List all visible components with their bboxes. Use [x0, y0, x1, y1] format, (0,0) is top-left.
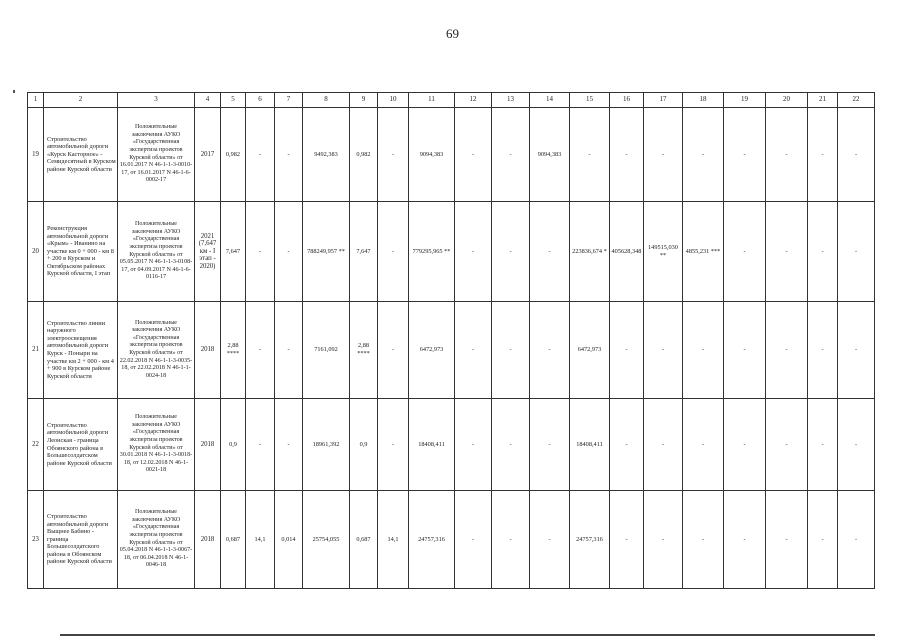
table-cell-col-9: 0,9: [350, 399, 378, 491]
table-cell-col-1: 19: [28, 108, 44, 202]
table-row: [28, 108, 875, 202]
table-row: [28, 491, 875, 589]
table-cell-col-19: -: [724, 108, 766, 202]
table-cell-col-22: -: [838, 202, 875, 302]
header-cell: 7: [275, 93, 303, 108]
table-cell-col-6: -: [246, 202, 275, 302]
table-row: [28, 202, 875, 302]
table-cell-col-8: 18961,392: [303, 399, 350, 491]
table-cell-col-7: -: [275, 202, 303, 302]
table-cell-col-1: 21: [28, 302, 44, 399]
table-cell-col-9: 2,88 ****: [350, 302, 378, 399]
table-cell-col-3: Положительные заключения АУКО «Государственная экспертиза проектов Курской области» от 30.01.2018 N 46-1-1-3-0018-18, от 12.02.2018 N 46-1-0021-18: [118, 399, 195, 491]
table-cell-col-2: Строительство линии наружного электроосвещения автомобильной дороги Курск - Поныри на участке км 2 + 000 - км 4 + 900 в Курском районе Курской области: [44, 302, 118, 399]
table-cell-col-10: -: [378, 202, 409, 302]
table-cell-col-18: -: [683, 491, 724, 589]
table-cell-col-2: Строительство автомобильной дороги Леонская - граница Обоянского района в Большесолдатском районе Курской области: [44, 399, 118, 491]
table-cell-col-21: -: [808, 302, 838, 399]
table-cell-col-13: -: [492, 202, 530, 302]
table-cell-col-2: Строительство автомобильной дороги Выщнее Бабино - граница Большесолдатского района в Обоянском районе Курской области: [44, 491, 118, 589]
table-cell-col-5: 0,9: [221, 399, 246, 491]
table-cell-col-1: 22: [28, 399, 44, 491]
table-cell-col-11: 18408,411: [409, 399, 455, 491]
table-cell-col-8: 788249,957 **: [303, 202, 350, 302]
table-cell-col-15: 6472,973: [570, 302, 610, 399]
table-cell-col-2: Строительство автомобильной дороги «Курск Касторное» - Семидесятный в Курском районе Курской области: [44, 108, 118, 202]
table-cell-col-17: -: [644, 399, 683, 491]
table-cell-col-6: 14,1: [246, 491, 275, 589]
table-cell-col-22: -: [838, 108, 875, 202]
header-cell: 13: [492, 93, 530, 108]
table-cell-col-22: -: [838, 302, 875, 399]
header-cell: 14: [530, 93, 570, 108]
table-cell-col-14: 9094,383: [530, 108, 570, 202]
table-cell-col-9: 0,687: [350, 491, 378, 589]
table-cell-col-16: -: [610, 491, 644, 589]
scan-border-line: [60, 634, 875, 636]
table-cell-col-21: -: [808, 491, 838, 589]
table-cell-col-22: -: [838, 491, 875, 589]
table-cell-col-19: -: [724, 302, 766, 399]
table-cell-col-6: -: [246, 108, 275, 202]
table-cell-col-18: 4855,231 ***: [683, 202, 724, 302]
table-cell-col-4: 2021 (7,647 км - I этап - 2020): [195, 202, 221, 302]
table-cell-col-6: -: [246, 302, 275, 399]
header-cell: 19: [724, 93, 766, 108]
header-cell: 6: [246, 93, 275, 108]
table-cell-col-10: -: [378, 399, 409, 491]
table-cell-col-17: -: [644, 108, 683, 202]
header-cell: 12: [455, 93, 492, 108]
table-cell-col-20: -: [766, 491, 808, 589]
header-cell: 10: [378, 93, 409, 108]
table-cell-col-12: -: [455, 202, 492, 302]
table-cell-col-10: 14,1: [378, 491, 409, 589]
table-cell-col-21: -: [808, 202, 838, 302]
table-cell-col-13: -: [492, 491, 530, 589]
header-cell: 21: [808, 93, 838, 108]
table-cell-col-14: -: [530, 399, 570, 491]
header-cell: 9: [350, 93, 378, 108]
table-cell-col-11: 6472,973: [409, 302, 455, 399]
table-cell-col-14: -: [530, 302, 570, 399]
table-cell-col-3: Положительные заключения АУКО «Государственная экспертиза проектов Курской области» от 05.05.2017 N 46-1-1-3-0108-17, от 04.09.2017 N 46-1-6-0116-17: [118, 202, 195, 302]
table-cell-col-3: Положительные заключения АУКО «Государственная экспертиза проектов Курской области» от 05.04.2018 N 46-1-1-3-0067-18, от 06.04.2018 N 46-1-0046-18: [118, 491, 195, 589]
table-cell-col-18: -: [683, 108, 724, 202]
header-cell: 5: [221, 93, 246, 108]
table-cell-col-19: -: [724, 399, 766, 491]
table-cell-col-8: 9492,383: [303, 108, 350, 202]
header-cell: 8: [303, 93, 350, 108]
table-cell-col-1: 20: [28, 202, 44, 302]
header-cell: 3: [118, 93, 195, 108]
header-cell: 18: [683, 93, 724, 108]
table-cell-col-16: -: [610, 399, 644, 491]
header-cell: 4: [195, 93, 221, 108]
table-cell-col-12: -: [455, 399, 492, 491]
table-cell-col-12: -: [455, 491, 492, 589]
table-cell-col-2: Реконструкция автомобильной дороги «Крым» - Иванино на участке км 0 + 000 - км 8 + 200 в Курском и Октябрьском районах Курской области, I этап: [44, 202, 118, 302]
table-cell-col-5: 0,687: [221, 491, 246, 589]
table-cell-col-17: -: [644, 302, 683, 399]
table-cell-col-5: 0,982: [221, 108, 246, 202]
table-cell-col-15: -: [570, 108, 610, 202]
table-cell-col-4: 2018: [195, 302, 221, 399]
scan-mark: [13, 90, 15, 93]
header-cell: 20: [766, 93, 808, 108]
table-cell-col-10: -: [378, 108, 409, 202]
table-cell-col-13: -: [492, 302, 530, 399]
table-cell-col-16: 405628,348: [610, 202, 644, 302]
table-cell-col-13: -: [492, 108, 530, 202]
table-cell-col-19: -: [724, 202, 766, 302]
header-cell: 11: [409, 93, 455, 108]
table-cell-col-22: -: [838, 399, 875, 491]
table-cell-col-15: 24757,316: [570, 491, 610, 589]
table-cell-col-3: Положительные заключения АУКО «Государственная экспертиза проектов Курской области» от 22.02.2018 N 46-1-1-3-0035-18, от 22.02.2018 N 46-1-1-0024-18: [118, 302, 195, 399]
table-cell-col-21: -: [808, 108, 838, 202]
table-cell-col-12: -: [455, 302, 492, 399]
table-cell-col-20: -: [766, 399, 808, 491]
table-cell-col-20: -: [766, 108, 808, 202]
table-cell-col-20: -: [766, 202, 808, 302]
header-cell: 22: [838, 93, 875, 108]
table-cell-col-9: 0,982: [350, 108, 378, 202]
table-cell-col-19: -: [724, 491, 766, 589]
table-cell-col-4: 2017: [195, 108, 221, 202]
table-cell-col-14: -: [530, 202, 570, 302]
table-cell-col-21: -: [808, 399, 838, 491]
table-cell-col-7: -: [275, 399, 303, 491]
table-cell-col-17: 149515,030 **: [644, 202, 683, 302]
table-cell-col-11: 24757,316: [409, 491, 455, 589]
table-cell-col-18: -: [683, 399, 724, 491]
table-cell-col-20: -: [766, 302, 808, 399]
header-cell: 17: [644, 93, 683, 108]
table-cell-col-5: 7,647: [221, 202, 246, 302]
table-cell-col-7: -: [275, 108, 303, 202]
table-cell-col-17: -: [644, 491, 683, 589]
table-cell-col-8: 7161,092: [303, 302, 350, 399]
table-cell-col-4: 2018: [195, 399, 221, 491]
table-cell-col-16: -: [610, 108, 644, 202]
table-cell-col-1: 23: [28, 491, 44, 589]
table-cell-col-5: 2,88 ****: [221, 302, 246, 399]
table-cell-col-16: -: [610, 302, 644, 399]
page-number: 69: [446, 26, 459, 41]
table-cell-col-14: -: [530, 491, 570, 589]
table-cell-col-6: -: [246, 399, 275, 491]
table-cell-col-13: -: [492, 399, 530, 491]
table-cell-col-7: 0,014: [275, 491, 303, 589]
table-row: [28, 399, 875, 491]
header-row: [28, 93, 875, 108]
table-cell-col-10: -: [378, 302, 409, 399]
table-cell-col-15: 223836,674 *: [570, 202, 610, 302]
table-cell-col-4: 2018: [195, 491, 221, 589]
table-cell-col-9: 7,647: [350, 202, 378, 302]
header-cell: 16: [610, 93, 644, 108]
table-cell-col-15: 18408,411: [570, 399, 610, 491]
table-cell-col-8: 25754,055: [303, 491, 350, 589]
table-cell-col-18: -: [683, 302, 724, 399]
table-row: [28, 302, 875, 399]
table-cell-col-11: 9094,383: [409, 108, 455, 202]
data-table: [27, 92, 875, 589]
header-cell: 1: [28, 93, 44, 108]
table-cell-col-11: 779295,965 **: [409, 202, 455, 302]
header-cell: 2: [44, 93, 118, 108]
table-cell-col-7: -: [275, 302, 303, 399]
table-cell-col-12: -: [455, 108, 492, 202]
table-cell-col-3: Положительные заключения АУКО «Государственная экспертиза проектов Курской области» от 16.01.2017 N 46-1-1-3-0010-17, от 16.01.2017 N 46-1-6-0002-17: [118, 108, 195, 202]
header-cell: 15: [570, 93, 610, 108]
